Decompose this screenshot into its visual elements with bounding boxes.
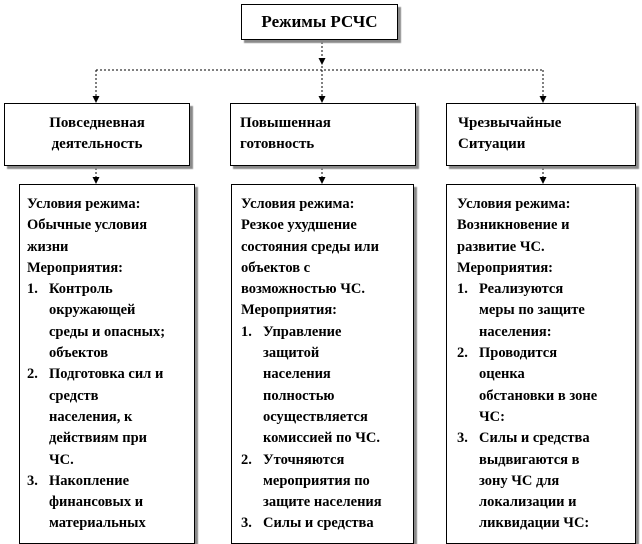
measure-item: [457, 343, 631, 428]
measure-text: Управление: [263, 323, 342, 340]
measure-item: [457, 279, 631, 343]
conditions-text: Резкое ухудшение: [241, 217, 357, 234]
measure-text: обстановки в зоне: [479, 387, 598, 404]
measure-text: среды и опасных;: [49, 323, 166, 340]
measure-text: Силы и средства: [263, 515, 374, 532]
measure-number: 1.: [27, 281, 38, 298]
mode-box-high-readiness: [230, 103, 416, 166]
conditions-text: состояния среды или: [241, 238, 379, 255]
measure-item: [241, 450, 409, 514]
detail-box-high-readiness: [231, 184, 414, 544]
measure-text: меры по защите: [479, 302, 585, 319]
measures-label: Мероприятия:: [241, 302, 338, 319]
measures-label: Мероприятия:: [27, 259, 124, 276]
measure-text: материальных: [49, 515, 146, 532]
measure-number: 2.: [457, 345, 468, 362]
conditions-text: жизни: [27, 238, 69, 255]
measure-text: объектов: [49, 345, 109, 362]
conditions-label: Условия режима:: [457, 196, 571, 212]
mode-name-line: деятельность: [51, 136, 143, 152]
measure-text: выдвигаются в: [479, 451, 580, 468]
measure-text: ЧС:: [479, 408, 505, 425]
measure-item: [27, 471, 190, 535]
measure-text: окружающей: [49, 302, 136, 319]
arrow-icon: [540, 177, 547, 184]
diagram-title-text: Режимы РСЧС: [261, 12, 378, 31]
conditions-label: Условия режима:: [27, 196, 141, 212]
measure-text: Силы и средства: [479, 430, 590, 447]
measure-item: [27, 279, 190, 364]
measure-number: 3.: [27, 472, 38, 489]
measure-text: защитой: [263, 345, 320, 362]
measure-text: средств: [49, 387, 99, 404]
mode-name-line: Ситуации: [458, 136, 526, 152]
measure-text: Подготовка сил и: [49, 366, 164, 383]
measure-text: населения, к: [49, 408, 133, 425]
measure-item: [241, 513, 409, 534]
conditions-text: развитие ЧС.: [457, 238, 545, 255]
mode-name-line: Чрезвычайные: [458, 115, 562, 131]
measure-number: 2.: [241, 451, 252, 468]
mode-name-line: Повседневная: [49, 115, 145, 131]
measure-text: населения:: [479, 323, 552, 340]
measures-list: [27, 279, 190, 535]
measure-item: [241, 322, 409, 450]
measure-number: 1.: [241, 323, 252, 340]
mode-name-line: Повышенная: [240, 115, 331, 131]
arrow-icon: [93, 177, 100, 184]
measure-text: локализации и: [479, 494, 577, 511]
measure-text: комиссией по ЧС.: [263, 430, 380, 447]
measure-text: Уточняются: [263, 451, 345, 468]
measure-text: действиям при: [49, 430, 147, 447]
arrow-icon: [319, 177, 326, 184]
measure-text: ликвидации ЧС:: [479, 515, 590, 532]
measures-list: [457, 279, 631, 535]
arrow-icon: [319, 96, 326, 103]
measure-text: мероприятия по: [263, 472, 370, 489]
measure-text: населения: [263, 366, 331, 383]
arrow-icon: [540, 96, 547, 103]
measure-number: 3.: [457, 430, 468, 447]
measure-text: Контроль: [49, 281, 113, 298]
mode-box-everyday: [4, 103, 190, 166]
measure-number: 3.: [241, 515, 252, 532]
measure-text: оценка: [479, 366, 525, 383]
measure-text: финансовых и: [49, 494, 144, 511]
measure-text: Проводится: [479, 345, 558, 362]
measure-text: зону ЧС для: [479, 472, 560, 489]
mode-box-emergency: [446, 103, 636, 166]
measure-text: ЧС.: [49, 451, 74, 468]
measures-label: Мероприятия:: [457, 259, 554, 276]
conditions-text: возможностью ЧС.: [241, 281, 365, 298]
conditions-text: Обычные условия: [27, 217, 148, 234]
measure-item: [27, 364, 190, 470]
measure-text: Накопление: [49, 472, 130, 489]
conditions-label: Условия режима:: [241, 196, 355, 212]
conditions-text: объектов с: [241, 259, 311, 276]
measure-text: осуществляется: [263, 408, 368, 425]
measure-text: защите населения: [263, 494, 382, 511]
detail-box-emergency: [446, 184, 636, 544]
arrow-icon: [93, 96, 100, 103]
measures-list: [241, 322, 409, 535]
measure-text: полностью: [263, 387, 335, 404]
diagram-title: [241, 4, 398, 40]
conditions-text: Возникновение и: [457, 217, 570, 234]
measure-text: Реализуются: [479, 281, 564, 298]
mode-name-line: готовность: [240, 136, 315, 152]
measure-number: 2.: [27, 366, 38, 383]
measure-number: 1.: [457, 281, 468, 298]
measure-item: [457, 428, 631, 534]
detail-box-everyday: [19, 184, 195, 544]
